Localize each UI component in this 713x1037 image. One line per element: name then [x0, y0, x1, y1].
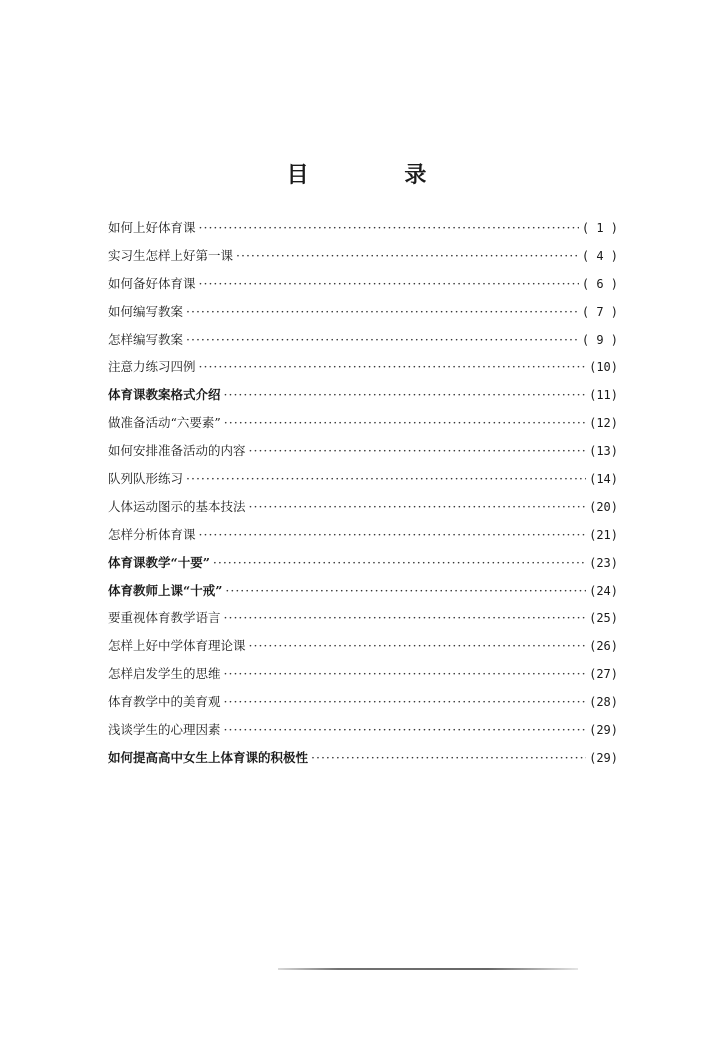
toc-entry	[108, 357, 618, 385]
toc-entry-page: ( 7 )	[581, 304, 618, 319]
toc-entry-page: (28)	[589, 695, 618, 710]
toc-entry	[108, 720, 618, 748]
toc-entry-title: 怎样启发学生的思维	[108, 666, 221, 682]
toc-entry-title: 如何备好体育课	[108, 275, 196, 291]
toc-entry	[108, 636, 618, 664]
toc-entry	[108, 748, 618, 776]
toc-entry-page: (29)	[589, 723, 618, 738]
toc-entry	[108, 413, 618, 441]
toc-entry-title: 如何编写教案	[108, 303, 184, 319]
toc-entry-title: 体育教学中的美育观	[108, 694, 221, 710]
toc-leader-dots	[199, 220, 579, 235]
toc-entry-title: 做准备活动“六要素”	[108, 415, 221, 431]
toc-entry-page: (23)	[589, 555, 618, 570]
toc-entry-title: 实习生怎样上好第一课	[108, 247, 234, 263]
toc-entry	[108, 664, 618, 692]
toc-entry	[108, 302, 618, 330]
toc-leader-dots	[249, 443, 587, 458]
toc-entry-page: (10)	[589, 360, 618, 375]
toc-entry-page: ( 4 )	[581, 248, 618, 263]
toc-entry	[108, 330, 618, 358]
toc-entry	[108, 274, 618, 302]
toc-leader-dots	[249, 638, 587, 653]
toc-entry-page: (27)	[589, 667, 618, 682]
toc-entry-title: 体育课教学“十要”	[108, 554, 210, 570]
toc-entry-title: 体育教师上课“十戒”	[108, 582, 223, 598]
toc-entry-title: 怎样分析体育课	[108, 526, 196, 542]
toc-entry-title: 体育课教案格式介绍	[108, 387, 221, 403]
toc-entry-title: 人体运动图示的基本技法	[108, 498, 246, 514]
toc-entry	[108, 385, 618, 413]
toc-leader-dots	[213, 555, 586, 570]
toc-entry-page: (12)	[589, 416, 618, 431]
toc-entry	[108, 553, 618, 581]
toc-entry-title: 如何提高高中女生上体育课的积极性	[108, 749, 309, 765]
toc-entry-page: (25)	[589, 611, 618, 626]
toc-entry-page: (14)	[589, 472, 618, 487]
toc-entry	[108, 469, 618, 497]
toc-entry-page: ( 1 )	[581, 221, 618, 235]
toc-entry	[108, 525, 618, 553]
toc-leader-dots	[224, 387, 587, 402]
toc-entry-title: 队列队形练习	[108, 471, 184, 487]
toc-entry-page: (20)	[589, 499, 618, 514]
toc-leader-dots	[249, 499, 587, 514]
toc-entry-page: (26)	[589, 639, 618, 654]
toc-entry	[108, 581, 618, 609]
toc-leader-dots	[186, 332, 579, 347]
toc-entry	[108, 246, 618, 274]
toc-leader-dots	[224, 694, 587, 709]
toc-leader-dots	[311, 750, 586, 765]
toc-leader-dots	[199, 359, 587, 374]
toc-leader-dots	[186, 304, 579, 319]
page-title: 目 录	[286, 163, 471, 188]
toc-leader-dots	[199, 276, 579, 291]
toc-entry-title: 怎样上好中学体育理论课	[108, 638, 246, 654]
toc-entry	[108, 218, 618, 246]
toc-entry-page: ( 9 )	[581, 332, 618, 347]
toc-leader-dots	[186, 471, 586, 486]
toc-entry	[108, 441, 618, 469]
toc-entry-page: (24)	[589, 583, 618, 598]
toc-leader-dots	[224, 415, 586, 430]
toc-leader-dots	[225, 583, 586, 598]
toc-leader-dots	[236, 248, 579, 263]
toc-entry	[108, 692, 618, 720]
toc-leader-dots	[224, 666, 587, 681]
footer-rule	[278, 968, 578, 970]
toc-entry-page: (21)	[589, 527, 618, 542]
toc-entry	[108, 608, 618, 636]
toc-leader-dots	[199, 527, 587, 542]
toc-leader-dots	[224, 610, 587, 625]
toc-entry-title: 注意力练习四例	[108, 359, 196, 375]
toc-leader-dots	[224, 722, 587, 737]
table-of-contents	[108, 218, 618, 776]
toc-entry-page: ( 6 )	[581, 276, 618, 291]
toc-entry-page: (11)	[589, 388, 618, 403]
toc-entry-title: 浅谈学生的心理因素	[108, 722, 221, 738]
toc-entry-title: 如何上好体育课	[108, 220, 196, 235]
toc-entry-title: 如何安排准备活动的内容	[108, 443, 246, 459]
toc-entry	[108, 497, 618, 525]
toc-entry-page: (29)	[589, 750, 618, 765]
toc-entry-page: (13)	[589, 444, 618, 459]
toc-entry-title: 要重视体育教学语言	[108, 610, 221, 626]
toc-entry-title: 怎样编写教案	[108, 331, 184, 347]
